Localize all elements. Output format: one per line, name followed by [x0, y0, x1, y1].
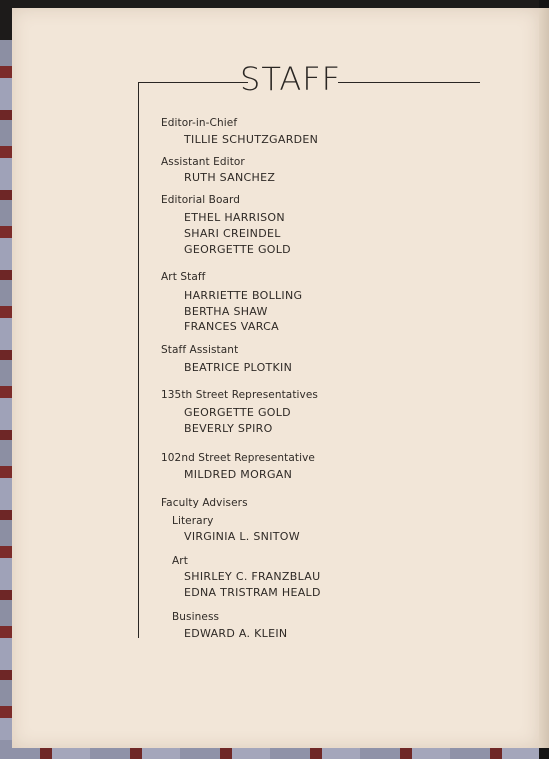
staff-name: GEORGETTE GOLD: [184, 406, 291, 419]
staff-name: SHIRLEY C. FRANZBLAU: [184, 570, 321, 583]
staff-name: TILLIE SCHUTZGARDEN: [184, 133, 319, 146]
role-label: Editor-in-Chief: [161, 117, 238, 129]
role-label: Art Staff: [161, 271, 206, 283]
role-label: Assistant Editor: [161, 156, 245, 168]
subrole-label: Business: [172, 611, 220, 623]
title-rule-left: [138, 82, 248, 83]
role-label: Editorial Board: [161, 194, 241, 206]
staff-name: BEATRICE PLOTKIN: [184, 361, 293, 374]
staff-name: RUTH SANCHEZ: [184, 171, 276, 184]
page-spine: [539, 8, 549, 748]
staff-name: EDNA TRISTRAM HEALD: [184, 586, 321, 599]
page-title: STAFF: [240, 60, 342, 98]
title-rule-right: [338, 82, 480, 83]
staff-name: BERTHA SHAW: [184, 305, 268, 318]
staff-name: SHARI CREINDEL: [184, 227, 281, 240]
staff-name: GEORGETTE GOLD: [184, 243, 291, 256]
role-label: 102nd Street Representative: [161, 452, 315, 464]
staff-name: MILDRED MORGAN: [184, 468, 293, 481]
staff-name: HARRIETTE BOLLING: [184, 289, 303, 302]
left-vertical-rule: [138, 82, 139, 638]
staff-name: EDWARD A. KLEIN: [184, 627, 288, 640]
role-label: 135th Street Representatives: [161, 389, 319, 401]
staff-name: FRANCES VARCA: [184, 320, 279, 333]
role-label: Staff Assistant: [161, 344, 239, 356]
subrole-label: Art: [172, 555, 188, 567]
staff-name: ETHEL HARRISON: [184, 211, 285, 224]
role-label: Faculty Advisers: [161, 497, 248, 509]
staff-name: BEVERLY SPIRO: [184, 422, 273, 435]
subrole-label: Literary: [172, 515, 214, 527]
staff-name: VIRGINIA L. SNITOW: [184, 530, 300, 543]
